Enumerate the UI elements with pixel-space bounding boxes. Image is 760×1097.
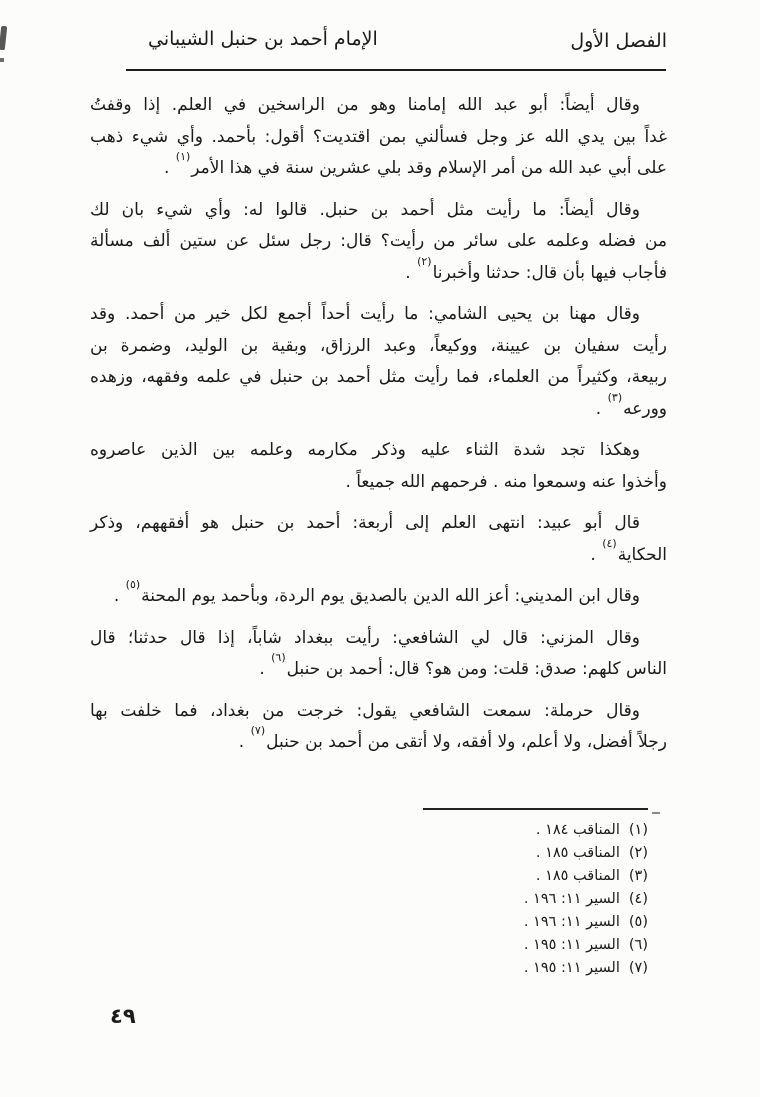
footnote-number: (١)	[628, 822, 648, 838]
footnote	[524, 957, 648, 980]
footnote-ref: (٦)	[271, 651, 286, 665]
text-line: وقال أيضاً: أبو عبد الله إمامنا وهو من الراسخين في العلم. إذا وقفتُ	[90, 95, 640, 115]
footnote-text: المناقب ١٨٥ .	[535, 868, 620, 884]
header-rule	[126, 69, 666, 71]
text-line: وأخذوا عنه وسمعوا منه . فرحمهم الله جميعاً .	[345, 471, 667, 492]
paragraph	[90, 508, 667, 571]
footnote	[524, 865, 648, 888]
header-chapter-title: الفصل الأول	[570, 30, 667, 52]
footnote-number: (٤)	[628, 891, 648, 907]
footnote-ref: (٥)	[125, 578, 141, 592]
text-line: فأجاب فيها بأن قال: حدثنا وأخبرنا$^{(٢)}$ .	[405, 254, 667, 283]
footnote-ref: (٢)	[417, 254, 432, 268]
footnote-number: (٣)	[628, 868, 648, 884]
footnote-number: (٥)	[628, 914, 648, 930]
footnote	[524, 911, 648, 934]
footnote-number: (٧)	[628, 960, 648, 976]
text-line: وقال ابن المديني: أعز الله الدين بالصديق يوم الردة، وبأحمد يوم المحنة$^{(٥)}$ .	[113, 578, 640, 606]
paragraph	[90, 696, 667, 759]
text-line: وورعه$^{(٣)}$ .	[595, 390, 667, 419]
footnote	[524, 934, 648, 957]
text-line: ربيعة، وكثيراً من العلماء، فما رأيت مثل أحمد بن حنبل في علمه وفقهه، وزهده	[90, 367, 667, 387]
page-number: ٤٩	[110, 1004, 136, 1028]
footnote-text: السير ١١: ١٩٥ .	[523, 960, 620, 976]
footnote	[524, 888, 648, 911]
footnotes-list	[524, 819, 648, 980]
text-line: وقال المزني: قال لي الشافعي: رأيت ببغداد شاباً، إذا قال حدثنا؛ قال	[90, 627, 640, 648]
text-line: الناس كلهم: صدق: قلت: ومن هو؟ قال: أحمد بن حنبل$^{(٦)}$ .	[259, 651, 667, 679]
text-line: غداً بين يدي الله عز وجل فسألني بمن اقتديت؟ أقول: بأحمد. وأي شيء ذهب	[90, 126, 667, 147]
paragraph	[90, 578, 667, 613]
footnote-separator	[423, 808, 648, 810]
footnote-text: المناقب ١٨٤ .	[535, 822, 620, 838]
scan-artifact	[0, 26, 7, 50]
footnote-ref: (٧)	[250, 724, 266, 738]
scan-artifact	[0, 58, 4, 62]
footnote-number: (٢)	[628, 845, 648, 861]
footnote-text: السير ١١: ١٩٦ .	[523, 891, 620, 907]
footnote-ref: (٤)	[602, 536, 617, 550]
footnote	[524, 819, 648, 842]
body-text	[90, 90, 667, 759]
paragraph	[90, 299, 667, 425]
footnote-ref: (٣)	[607, 390, 623, 404]
text-line: وقال أيضاً: ما رأيت مثل أحمد بن حنبل. قالوا له: وأي شيء بان لك	[90, 199, 640, 220]
header-book-title: الإمام أحمد بن حنبل الشيباني	[148, 28, 378, 50]
paragraph	[90, 435, 667, 498]
text-line: رجلاً أفضل، ولا أعلم، ولا أفقه، ولا أتقى من أحمد بن حنبل$^{(٧)}$ .	[238, 724, 667, 752]
footnote-ref: (١)	[175, 150, 191, 164]
text-line: على أبي عبد الله من أمر الإسلام وقد بلي عشرين سنة في هذا الأمر$^{(١)}$ .	[163, 150, 667, 178]
footnote	[524, 842, 648, 865]
footnote-text: السير ١١: ١٩٥ .	[523, 937, 620, 953]
footnote-text: المناقب ١٨٥ .	[535, 845, 620, 861]
text-line: وقال حرملة: سمعت الشافعي يقول: خرجت من بغداد، فما خلفت بها	[90, 700, 640, 721]
footnote-number: (٦)	[628, 937, 648, 953]
text-line: وهكذا تجد شدة الثناء عليه وذكر مكارمه وعلمه بين الذين عاصروه	[90, 440, 640, 460]
text-line: قال أبو عبيد: انتهى العلم إلى أربعة: أحمد بن حنبل هو أفقههم، وذكر	[90, 513, 640, 533]
footnote-text: السير ١١: ١٩٦ .	[523, 914, 620, 930]
paragraph	[90, 195, 667, 290]
paragraph	[90, 623, 667, 686]
paragraph	[90, 90, 667, 185]
text-line: رأيت سفيان بن عيينة، ووكيعاً، وعبد الرزاق، وبقية بن الوليد، وضمرة بن	[90, 335, 667, 356]
text-line: من فضله وعلمه على سائر من رأيت؟ قال: رجل سئل عن ستين ألف مسألة	[90, 231, 667, 251]
text-line: الحكاية$^{(٤)}$ .	[590, 536, 667, 565]
text-line: وقال مهنا بن يحيى الشامي: ما رأيت أحداً أجمع لكل خير من أحمد. وقد	[90, 304, 640, 324]
scan-artifact	[652, 812, 660, 814]
